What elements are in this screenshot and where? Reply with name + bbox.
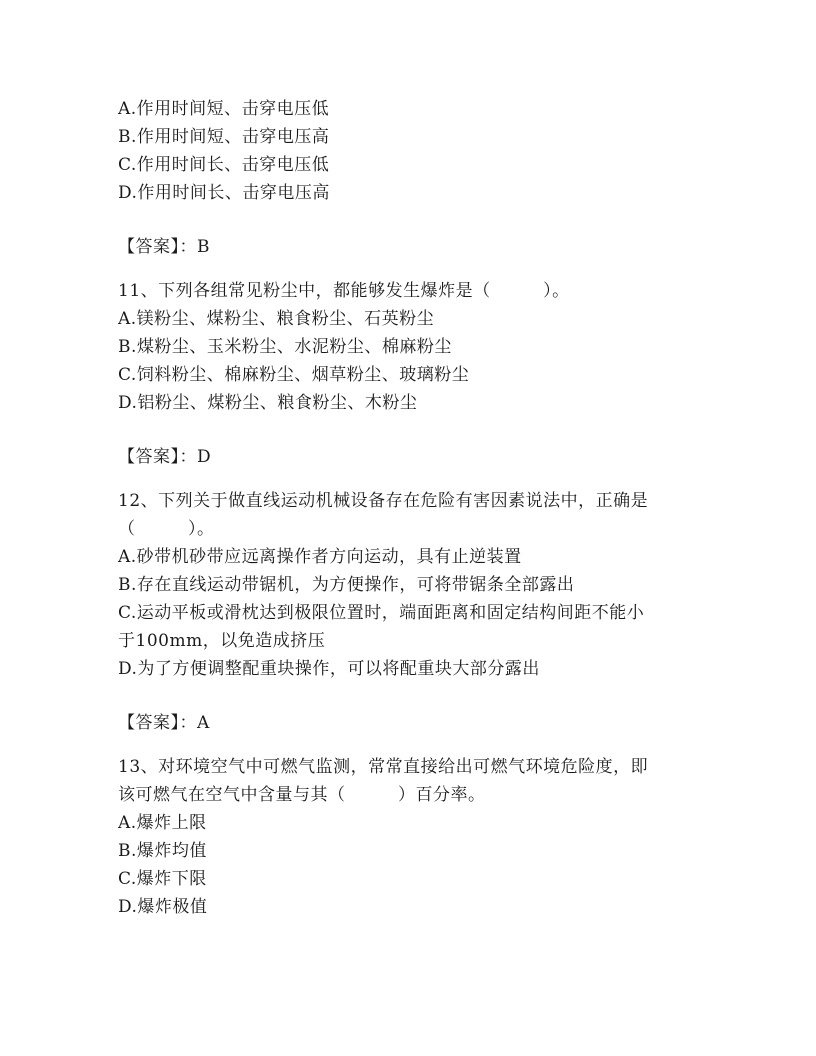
option-12-b: B.存在直线运动带锯机，为方便操作，可将带锯条全部露出 bbox=[118, 575, 575, 595]
option-11-a: A.镁粉尘、煤粉尘、粮食粉尘、石英粉尘 bbox=[118, 309, 435, 329]
option-12-a: A.砂带机砂带应远离操作者方向运动，具有止逆装置 bbox=[118, 547, 522, 567]
answer-12: 【答案】：A bbox=[118, 713, 210, 733]
option-12-c-continued: 于100mm，以免造成挤压 bbox=[118, 631, 326, 651]
question-12-stem-line-1: 12、下列关于做直线运动机械设备存在危险有害因素说法中，正确是 bbox=[118, 491, 649, 511]
question-13-stem-line-2: 该可燃气在空气中含量与其（ ）百分率。 bbox=[118, 785, 486, 805]
option-11-d: D.铝粉尘、煤粉尘、粮食粉尘、木粉尘 bbox=[118, 393, 418, 413]
option-12-d: D.为了方便调整配重块操作，可以将配重块大部分露出 bbox=[118, 659, 540, 679]
question-11 bbox=[118, 277, 698, 417]
option-12-c: C.运动平板或滑枕达到极限位置时，端面距离和固定结构间距不能小 bbox=[118, 603, 645, 623]
question-13-stem-line-1: 13、对环境空气中可燃气监测，常常直接给出可燃气环境危险度，即 bbox=[118, 757, 649, 777]
exam-page bbox=[118, 95, 698, 921]
option-13-d: D.爆炸极值 bbox=[118, 897, 208, 917]
option-10-b: B.作用时间短、击穿电压高 bbox=[118, 127, 330, 147]
option-13-b: B.爆炸均值 bbox=[118, 841, 207, 861]
option-13-a: A.爆炸上限 bbox=[118, 813, 207, 833]
question-12 bbox=[118, 487, 698, 683]
option-11-b: B.煤粉尘、玉米粉尘、水泥粉尘、棉麻粉尘 bbox=[118, 337, 452, 357]
option-13-c: C.爆炸下限 bbox=[118, 869, 207, 889]
question-11-stem: 11、下列各组常见粉尘中，都能够发生爆炸是（ ）。 bbox=[118, 281, 570, 301]
question-13 bbox=[118, 753, 698, 921]
question-10-options bbox=[118, 95, 698, 207]
answer-11: 【答案】：D bbox=[118, 447, 212, 467]
option-10-d: D.作用时间长、击穿电压高 bbox=[118, 183, 330, 203]
option-11-c: C.饲料粉尘、棉麻粉尘、烟草粉尘、玻璃粉尘 bbox=[118, 365, 470, 385]
option-10-a: A.作用时间短、击穿电压低 bbox=[118, 99, 330, 119]
question-12-stem-line-2: （ ）。 bbox=[118, 519, 215, 539]
option-10-c: C.作用时间长、击穿电压低 bbox=[118, 155, 330, 175]
answer-10: 【答案】：B bbox=[118, 237, 210, 257]
